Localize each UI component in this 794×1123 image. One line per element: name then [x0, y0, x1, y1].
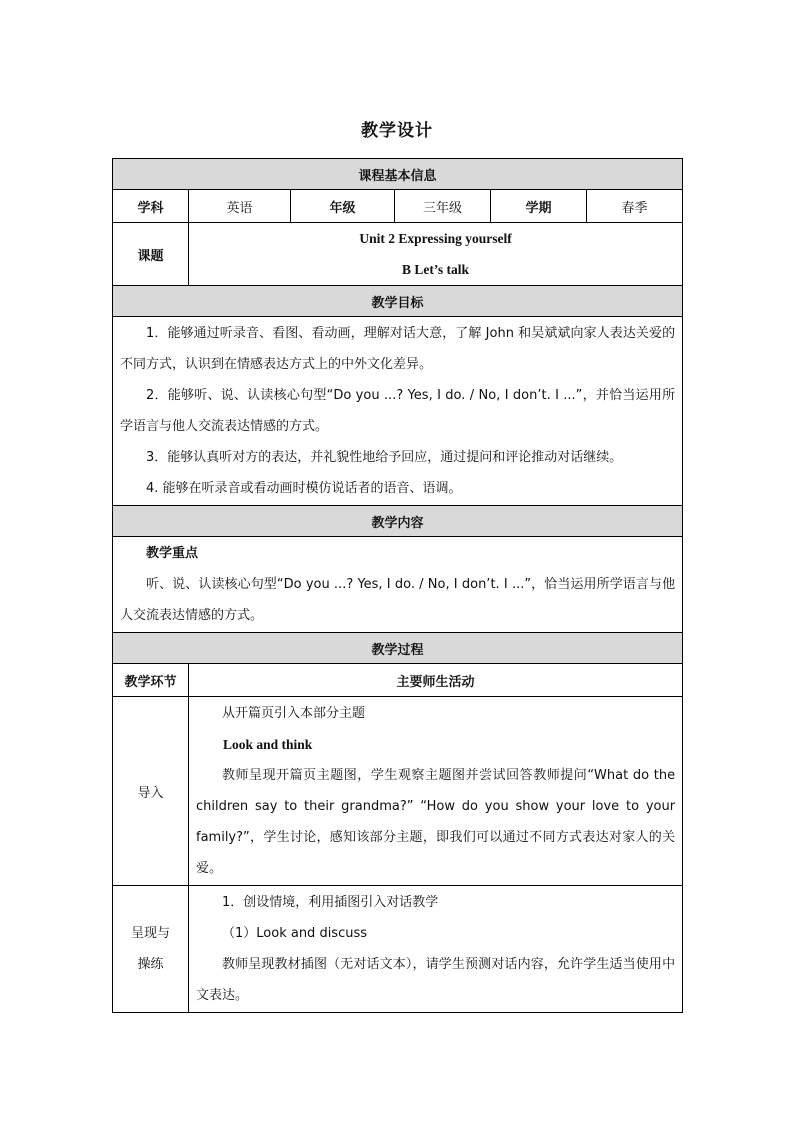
activity-line: 教师呈现开篇页主题图，学生观察主题图并尝试回答教师提问“What do the children say to their grandma?” “How do you show your love to your family?”，学生讨论，感知该部分主题，即我们可以通过不同方式表达对家人的关爱。 [196, 768, 676, 876]
process-activity-header: 主要师生活动 [189, 664, 683, 697]
process-activity [189, 697, 683, 886]
process-stage [113, 886, 189, 1013]
subject-label: 学科 [113, 190, 189, 223]
process-activity [189, 886, 683, 1013]
topic-unit: Unit 2 Expressing yourself [359, 231, 512, 246]
activity-line: 从开篇页引入本部分主题 [222, 706, 366, 721]
activity-line: （1）Look and discuss [222, 926, 368, 941]
content-body [113, 537, 683, 633]
objective-item: 1．能够通过听录音、看图、看动画，理解对话大意，了解 John 和吴斌斌向家人表达关爱的不同方式，认识到在情感表达方式上的中外文化差异。 [120, 326, 676, 372]
process-row [113, 697, 683, 886]
term-value: 春季 [587, 190, 683, 223]
process-heading: 教学过程 [113, 633, 683, 664]
stage-line: 操练 [137, 957, 164, 972]
subject-value: 英语 [189, 190, 291, 223]
content-heading: 教学内容 [113, 506, 683, 537]
grade-value: 三年级 [395, 190, 491, 223]
process-row [113, 886, 683, 1013]
key-point-label: 教学重点 [146, 546, 199, 561]
document-title: 教学设计 [361, 121, 433, 141]
process-stage: 导入 [113, 697, 189, 886]
basic-info-heading: 课程基本信息 [113, 159, 683, 190]
stage-line: 呈现与 [130, 926, 170, 941]
term-label: 学期 [491, 190, 587, 223]
topic-value [189, 223, 683, 286]
topic-label: 课题 [113, 223, 189, 286]
activity-line: 1．创设情境，利用插图引入对话教学 [222, 895, 439, 910]
objective-item: 4. 能够在听录音或看动画时模仿说话者的语音、语调。 [146, 481, 462, 496]
objectives-heading: 教学目标 [113, 286, 683, 317]
process-stage-header: 教学环节 [113, 664, 189, 697]
grade-label: 年级 [291, 190, 395, 223]
objectives-body [113, 317, 683, 506]
objective-item: 3．能够认真听对方的表达，并礼貌性地给予回应，通过提问和评论推动对话继续。 [146, 450, 623, 465]
activity-line: Look and think [223, 737, 313, 752]
topic-lesson: B Let’s talk [402, 262, 470, 277]
objective-item: 2．能够听、说、认读核心句型“Do you ...? Yes, I do. / No, I don’t. I ...”，并恰当运用所学语言与他人交流表达情感的方式。 [120, 388, 676, 434]
lesson-plan-table [112, 158, 683, 1013]
activity-line: 教师呈现教材插图（无对话文本），请学生预测对话内容，允许学生适当使用中文表达。 [196, 957, 676, 1003]
key-point-text: 听、说、认读核心句型“Do you ...? Yes, I do. / No, I don’t. I ...”，恰当运用所学语言与他人交流表达情感的方式。 [120, 577, 676, 623]
